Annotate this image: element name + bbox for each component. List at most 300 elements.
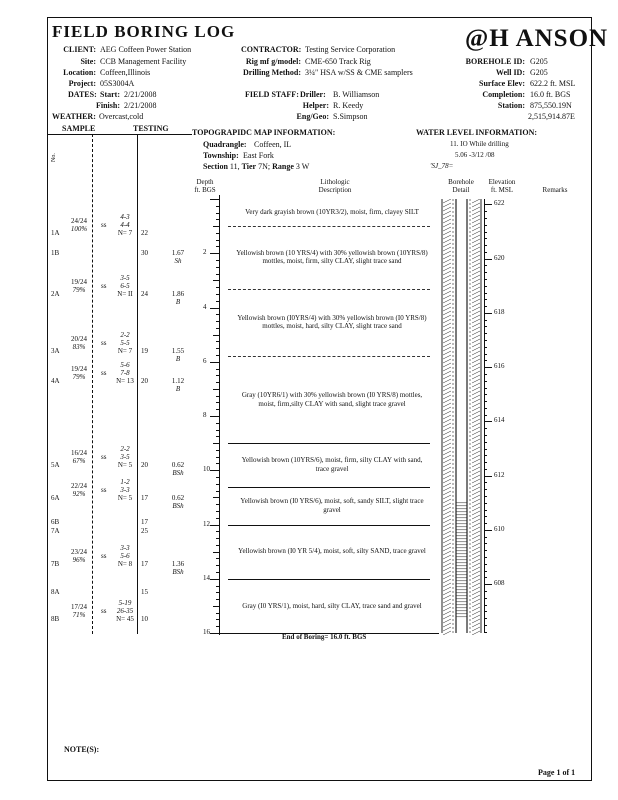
sample-id: 3A — [51, 347, 60, 355]
elevation-tick — [484, 428, 487, 429]
elevation-tick — [484, 354, 487, 355]
elevation-tick — [484, 265, 487, 266]
depth-tick — [216, 436, 219, 437]
sample-recovery: 22/24 — [71, 482, 87, 490]
blow-count: 3-5 — [120, 274, 130, 282]
quad-value: Coffeen, IL — [254, 140, 292, 149]
section-label: Section — [203, 162, 228, 171]
elevation-tick — [484, 435, 487, 436]
depth-tick — [216, 430, 219, 431]
lithology-description: Yellowish brown (I0YRS/4) with 30% yellowish brown (I0 YRS/8) mottles, moist, hard, silty CLAY, slight trace sand — [237, 314, 427, 331]
elevation-tick — [484, 591, 487, 592]
depth-tick — [213, 606, 219, 607]
depth-heading: Depth — [196, 178, 214, 186]
depth-tick — [216, 538, 219, 539]
depth-tick — [216, 213, 219, 214]
end-of-boring: End of Boring= 16.0 ft. BGS — [282, 633, 367, 641]
blow-count: 7-8 — [120, 369, 130, 377]
sample-type: ss — [101, 282, 107, 290]
sample-percent: 71% — [72, 611, 86, 619]
client-label: CLIENT: — [63, 45, 96, 54]
depth-tick — [216, 382, 219, 383]
depth-tick — [216, 477, 219, 478]
depth-tick — [216, 511, 219, 512]
elevation-tick — [484, 455, 487, 456]
finish-value: 2/21/2008 — [124, 101, 157, 110]
qu-value: 20 — [141, 461, 148, 469]
elevation-tick — [484, 584, 492, 585]
blow-count: 2-2 — [120, 445, 130, 453]
lithologic-heading: Lithologic — [320, 178, 350, 186]
depth-tick — [210, 525, 219, 526]
blow-count: 3-3 — [120, 544, 130, 552]
sample-id: 6A — [51, 494, 60, 502]
page-number: Page 1 of 1 — [538, 768, 576, 777]
n-value: N= 8 — [117, 560, 133, 568]
lithology-description: Yellowish brown (10YRS/6), moist, firm, silty CLAY with sand, trace gravel — [241, 456, 423, 473]
testing-heading: TESTING — [133, 124, 169, 133]
qu-value: 19 — [141, 347, 148, 355]
depth-tick — [216, 491, 219, 492]
staff-label: FIELD STAFF: — [245, 90, 299, 99]
sample-no-header: No. — [51, 153, 57, 162]
well-label: Well ID: — [495, 68, 525, 77]
elevation-tick — [484, 286, 487, 287]
elevation-tick — [484, 401, 487, 402]
elevation-tick — [484, 211, 487, 212]
depth-tick — [213, 335, 219, 336]
elevation-tick — [484, 252, 487, 253]
qu-value: 17 — [141, 560, 148, 568]
location-value: Coffeen,Illinois — [100, 68, 151, 77]
surface-value: 622.2 ft. MSL — [530, 79, 576, 88]
depth-tick — [210, 633, 219, 634]
elevation-tick — [484, 482, 487, 483]
sample-recovery: 24/24 — [71, 217, 87, 225]
pocket-pen-value: 1.36 — [171, 560, 185, 568]
depth-tick — [213, 552, 219, 553]
elevation-tick — [484, 381, 487, 382]
remarks-heading: Remarks — [542, 186, 568, 194]
depth-tick — [216, 369, 219, 370]
surface-label: Surface Elev: — [479, 79, 525, 88]
sample-recovery: 20/24 — [71, 335, 87, 343]
sample-percent: 100% — [70, 225, 88, 233]
sample-type: ss — [101, 221, 107, 229]
sample-id: 4A — [51, 377, 60, 385]
sample-id: 7A — [51, 527, 60, 535]
pocket-pen-type: B — [175, 385, 181, 393]
depth-label: 8 — [203, 411, 207, 419]
eng-value: S.Simpson — [333, 112, 368, 121]
elevation-tick — [484, 340, 487, 341]
blow-count: 5-5 — [120, 339, 130, 347]
elevation-tick — [484, 632, 487, 633]
tier-label: Tier — [241, 162, 257, 171]
elevation-tick — [484, 618, 487, 619]
water-line-2: 5.06 -3/12 /08 — [455, 151, 495, 159]
sample-id: 8B — [51, 615, 60, 623]
rig-label: Rig mf g/model: — [245, 57, 301, 66]
depth-tick — [216, 531, 219, 532]
sample-percent: 79% — [72, 373, 86, 381]
qu-value: 24 — [141, 290, 148, 298]
elevation-tick — [484, 530, 492, 531]
pocket-pen-type: BSh — [172, 469, 184, 477]
blow-count: 5-6 — [120, 552, 130, 560]
station-north: 875,550.19N — [530, 101, 572, 110]
elevation-tick — [484, 550, 487, 551]
elevation-label: 612 — [494, 470, 505, 479]
qu-value: 17 — [141, 518, 148, 526]
elevation-tick — [484, 245, 487, 246]
well-value: G205 — [530, 68, 548, 77]
drilling-value: 3¼" HSA w/SS & CME samplers — [305, 68, 413, 77]
quad-label: Quadrangle: — [203, 140, 247, 149]
elevation-label: 620 — [494, 253, 505, 262]
contractor-value: Testing Service Corporation — [305, 45, 396, 54]
elevation-tick — [484, 442, 487, 443]
start-value: 2/21/2008 — [124, 90, 157, 99]
depth-tick — [216, 375, 219, 376]
sample-id: 1B — [51, 249, 60, 257]
helper-label: Helper: — [302, 101, 329, 110]
depth-tick — [216, 341, 219, 342]
blow-count: 5-19 — [118, 599, 132, 607]
elevation-tick — [484, 611, 487, 612]
depth-tick — [216, 321, 219, 322]
depth-tick — [216, 484, 219, 485]
n-value: N= 5 — [117, 461, 133, 469]
depth-tick — [216, 572, 219, 573]
sample-recovery: 19/24 — [71, 278, 87, 286]
elevation-tick — [484, 333, 487, 334]
elevation-label: 614 — [494, 416, 505, 425]
depth-tick — [216, 457, 219, 458]
depth-label: 16 — [203, 628, 210, 636]
sample-percent: 67% — [72, 457, 86, 465]
depth-tick — [210, 308, 219, 309]
elevation-tick — [484, 421, 492, 422]
elevation-label: 608 — [494, 579, 505, 588]
pocket-pen-type: Sh — [174, 257, 182, 265]
sample-recovery: 19/24 — [71, 365, 87, 373]
elev-unit-heading: ft. MSL — [490, 186, 514, 194]
elevation-tick — [484, 449, 487, 450]
blow-count: 4-3 — [120, 213, 130, 221]
pocket-pen-value: 1.55 — [171, 347, 185, 355]
depth-tick — [216, 219, 219, 220]
elevation-tick — [484, 238, 487, 239]
qu-value: 22 — [141, 229, 148, 237]
elevation-tick — [484, 204, 492, 205]
elevation-tick — [484, 510, 487, 511]
depth-tick — [216, 463, 219, 464]
elevation-tick — [484, 571, 487, 572]
depth-tick — [216, 206, 219, 207]
elevation-tick — [484, 326, 487, 327]
depth-label: 14 — [203, 573, 210, 582]
finish-label: Finish: — [95, 101, 120, 110]
completion-value: 16.0 ft. BGS — [530, 90, 571, 99]
n-value: N= 7 — [117, 347, 133, 355]
testing-divider — [137, 134, 138, 634]
sample-type: ss — [101, 369, 107, 377]
water-heading: WATER LEVEL INFORMATION: — [416, 128, 538, 137]
blow-count: 3-5 — [120, 453, 130, 461]
depth-tick — [216, 233, 219, 234]
depth-tick — [216, 314, 219, 315]
blow-count: 2-2 — [120, 331, 130, 339]
qu-value: 17 — [141, 494, 148, 502]
elevation-tick — [484, 367, 492, 368]
depth-tick — [216, 518, 219, 519]
blow-count: 1-2 — [120, 478, 130, 486]
borehole-heading: Borehole — [448, 178, 474, 186]
elevation-label: 618 — [494, 307, 505, 316]
driller-value: B. Williamson — [333, 90, 380, 99]
site-value: CCB Management Facility — [100, 57, 187, 66]
depth-tick — [213, 280, 219, 281]
n-value: N= 45 — [116, 615, 134, 623]
blow-count: 5-6 — [120, 361, 130, 369]
pocket-pen-type: BSh — [172, 502, 184, 510]
elevation-label: 616 — [494, 362, 505, 371]
sample-percent: 92% — [72, 490, 86, 498]
qu-value: 20 — [141, 377, 148, 385]
depth-tick — [216, 558, 219, 559]
depth-tick — [216, 396, 219, 397]
depth-label: 10 — [203, 465, 210, 474]
depth-tick — [210, 470, 219, 471]
depth-tick — [210, 416, 219, 417]
depth-tick — [216, 586, 219, 587]
weather-label: WEATHER: — [52, 112, 96, 121]
sample-id: 8A — [51, 588, 60, 596]
depth-tick — [216, 328, 219, 329]
tier-value: 7N — [258, 162, 268, 171]
depth-tick — [210, 199, 219, 200]
depth-tick — [213, 443, 219, 444]
elevation-tick — [484, 299, 487, 300]
depth-tick — [210, 579, 219, 580]
sample-heading: SAMPLE — [62, 124, 96, 133]
sample-type: ss — [101, 339, 107, 347]
elevation-tick — [484, 462, 487, 463]
elevation-label: 622 — [494, 199, 505, 208]
drilling-label: Drilling Method: — [243, 68, 301, 77]
depth-label: 2 — [203, 248, 207, 257]
description-heading: Description — [318, 186, 352, 194]
sample-type: ss — [101, 607, 107, 615]
borehole-diagram — [441, 199, 482, 635]
water-line-1: 11. IO While drilling — [450, 140, 509, 148]
elevation-tick — [484, 516, 487, 517]
contractor-label: CONTRACTOR: — [241, 45, 302, 54]
project-value: 05S3004A — [100, 79, 135, 88]
depth-tick — [216, 355, 219, 356]
topo-heading: TOPOGRAPIDC MAP INFORMATION: — [192, 128, 336, 137]
depth-tick — [216, 409, 219, 410]
weather-value: Overcast,cold — [99, 112, 144, 121]
site-label: Site: — [80, 57, 96, 66]
depth-tick — [216, 592, 219, 593]
station-east: 2,515,914.87E — [528, 112, 575, 121]
depth-tick — [216, 287, 219, 288]
qu-value: 30 — [141, 249, 148, 257]
sample-type: ss — [101, 552, 107, 560]
elevation-tick — [484, 577, 487, 578]
pocket-pen-type: B — [175, 355, 181, 363]
depth-tick — [216, 274, 219, 275]
blow-count: 4-4 — [120, 221, 130, 229]
pocket-pen-type: B — [175, 298, 181, 306]
depth-tick — [213, 389, 219, 390]
depth-label: 6 — [203, 356, 207, 365]
pocket-pen-value: 0.62 — [171, 494, 185, 502]
depth-label: 4 — [203, 302, 207, 311]
elevation-tick — [484, 496, 487, 497]
project-label: Project: — [68, 79, 96, 88]
depth-tick — [216, 504, 219, 505]
n-value: N= 7 — [117, 229, 133, 237]
sample-id: 7B — [51, 560, 60, 568]
helper-value: R. Keedy — [333, 101, 364, 110]
elevation-tick — [484, 503, 487, 504]
depth-label: 12 — [203, 519, 210, 528]
depth-tick — [210, 362, 219, 363]
elevation-tick — [484, 408, 487, 409]
sample-type: ss — [101, 453, 107, 461]
depth-tick — [216, 246, 219, 247]
sample-id: 6B — [51, 518, 60, 526]
driller-label: Driller: — [300, 90, 326, 99]
blow-count: 6-5 — [120, 282, 130, 290]
depth-tick — [213, 497, 219, 498]
elevation-tick — [484, 279, 487, 280]
depth-tick — [216, 240, 219, 241]
pocket-pen-value: 1.67 — [171, 249, 185, 257]
sample-percent: 83% — [72, 343, 86, 351]
start-label: Start: — [100, 90, 120, 99]
blow-count: 3-3 — [120, 486, 130, 494]
dates-label: DATES: — [68, 90, 97, 99]
depth-tick — [216, 565, 219, 566]
range-label: Range — [272, 162, 294, 171]
elevation-tick — [484, 415, 487, 416]
depth-axis — [219, 195, 220, 635]
completion-label: Completion: — [482, 90, 525, 99]
elevation-tick — [484, 347, 487, 348]
n-value: N= 5 — [117, 494, 133, 502]
hanson-logo: @H ANSON — [465, 25, 609, 52]
depth-tick — [216, 348, 219, 349]
qu-value: 15 — [141, 588, 148, 596]
elevation-tick — [484, 218, 487, 219]
lithology-description: Yellowish brown (I0 YRS/6), moist, soft, sandy SILT, slight trace gravel — [240, 497, 424, 514]
elevation-tick — [484, 313, 492, 314]
n-value: N= 13 — [116, 377, 134, 385]
pocket-pen-value: 1.12 — [171, 377, 185, 385]
sample-divider — [92, 134, 93, 634]
depth-tick — [216, 619, 219, 620]
elevation-tick — [484, 394, 487, 395]
elevation-tick — [484, 360, 487, 361]
elevation-tick — [484, 543, 487, 544]
elevation-heading: Elevation — [488, 178, 516, 186]
elevation-tick — [484, 598, 487, 599]
sample-id: 2A — [51, 290, 60, 298]
sample-recovery: 16/24 — [71, 449, 87, 457]
depth-tick — [216, 450, 219, 451]
elevation-tick — [484, 232, 487, 233]
elevation-tick — [484, 489, 487, 490]
elevation-tick — [484, 320, 487, 321]
depth-tick — [216, 294, 219, 295]
detail-heading: Detail — [452, 186, 470, 194]
station-label: Station: — [497, 101, 525, 110]
depth-tick — [216, 599, 219, 600]
township-label: Township: — [203, 151, 239, 160]
range-value: 3 W — [295, 162, 310, 171]
elevation-axis — [484, 199, 485, 633]
lithology-description: Gray (I0 YRS/1), moist, hard, silty CLAY, trace sand and gravel — [242, 601, 422, 610]
eng-label: Eng/Geo: — [296, 112, 329, 121]
elevation-tick — [484, 605, 487, 606]
rig-value: CME-650 Track Rig — [305, 57, 371, 66]
sample-id: 1A — [51, 229, 60, 237]
depth-tick — [213, 226, 219, 227]
elevation-tick — [484, 374, 487, 375]
n-value: N= II — [117, 290, 133, 298]
depth-tick — [216, 267, 219, 268]
lithology-description: Yellowish brown (10 YRS/4) with 30% yellowish brown (10YRS/8) mottles, moist, firm, silty CLAY, slight trace sand — [236, 248, 428, 266]
elevation-tick — [484, 293, 487, 294]
elevation-tick — [484, 557, 487, 558]
sample-id: 5A — [51, 461, 60, 469]
section-value: 11 — [229, 162, 238, 171]
blow-count: 26-35 — [116, 607, 134, 615]
depth-tick — [216, 545, 219, 546]
borehole-label: BOREHOLE ID: — [465, 57, 525, 66]
depth-unit: ft. BGS — [194, 186, 216, 194]
depth-tick — [216, 260, 219, 261]
qu-value: 25 — [141, 527, 148, 535]
lithology-description: Very dark grayish brown (10YR3/2), moist, firm, clayey SILT — [245, 208, 419, 217]
depth-tick — [216, 423, 219, 424]
elevation-tick — [484, 476, 492, 477]
elevation-tick — [484, 625, 487, 626]
elevation-tick — [484, 259, 492, 260]
sample-header-rule — [47, 134, 192, 135]
notes-label: NOTE(S): — [64, 745, 100, 754]
sample-recovery: 17/24 — [71, 603, 87, 611]
elevation-tick — [484, 469, 487, 470]
elevation-tick — [484, 537, 487, 538]
elevation-tick — [484, 523, 487, 524]
depth-tick — [210, 253, 219, 254]
sample-recovery: 23/24 — [71, 548, 87, 556]
lithology-description: Gray (10YR6/1) with 30% yellowish brown (I0 YRS/8) mottles, moist, firm,silty CLAY with sand, slight trace gravel — [241, 391, 423, 408]
water-line-3: 'SJ_78= — [430, 162, 454, 170]
depth-tick — [216, 301, 219, 302]
pocket-pen-value: 1.86 — [171, 290, 185, 298]
client-value: AEG Coffeen Power Station — [100, 45, 192, 54]
sample-type: ss — [101, 486, 107, 494]
sample-percent: 96% — [72, 556, 86, 564]
elevation-tick — [484, 388, 487, 389]
elevation-tick — [484, 225, 487, 226]
